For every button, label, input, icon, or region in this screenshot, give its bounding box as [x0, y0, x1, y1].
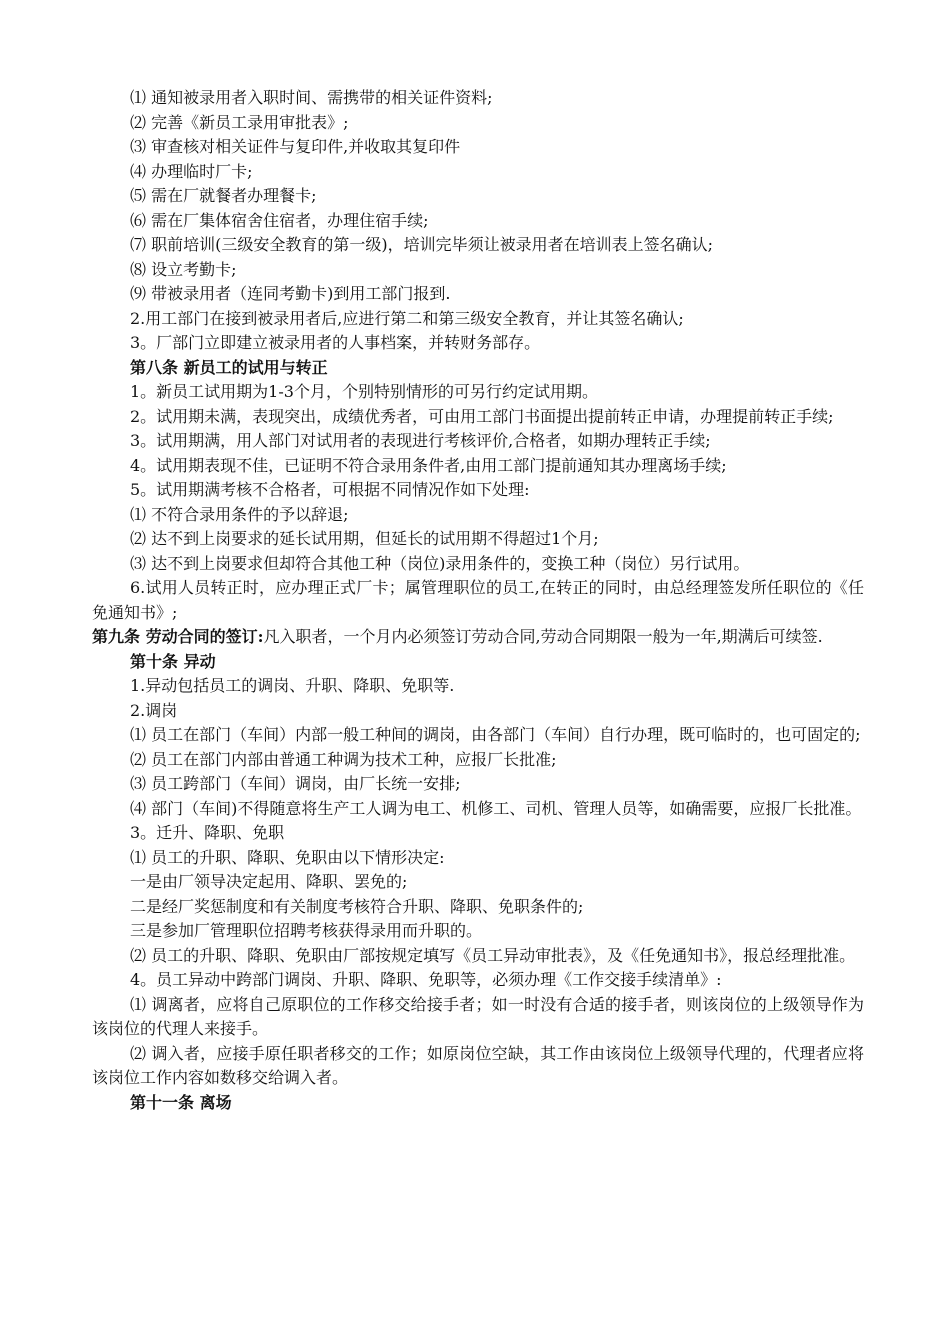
paragraph: ⑴ 调离者，应将自己原职位的工作移交给接手者；如一时没有合适的接手者，则该岗位的上级领导作为该岗位的代理人来接手。 [92, 994, 864, 1038]
paragraph-with-heading [92, 625, 864, 650]
paragraph: ⑼ 带被录用者（连同考勤卡)到用工部门报到. [130, 284, 451, 303]
paragraph: ⑴ 员工在部门（车间）内部一般工种间的调岗，由各部门（车间）自行办理，既可临时的，也可固定的; [130, 725, 861, 744]
paragraph: ⑸ 需在厂就餐者办理餐卡; [130, 186, 317, 205]
paragraph-text: 凡入职者，一个月内必须签订劳动合同,劳动合同期限一般为一年,期满后可续签. [263, 627, 823, 646]
paragraph: ⑶ 员工跨部门（车间）调岗，由厂长统一安排; [130, 774, 461, 793]
paragraph: ⑷ 办理临时厂卡; [130, 161, 253, 181]
paragraph: 5。试用期满考核不合格者，可根据不同情况作如下处理: [130, 480, 530, 499]
paragraph: 3。厂部门立即建立被录用者的人事档案，并转财务部存。 [130, 333, 541, 352]
section-heading: 第八条 新员工的试用与转正 [130, 357, 328, 377]
paragraph: 一是由厂领导决定起用、降职、罢免的; [130, 872, 408, 891]
paragraph: ⑵ 完善《新员工录用审批表》; [130, 112, 349, 132]
paragraph: 4。试用期表现不佳，已证明不符合录用条件者,由用工部门提前通知其办理离场手续; [130, 455, 727, 475]
document-body [92, 86, 864, 1115]
paragraph: ⑴ 通知被录用者入职时间、需携带的相关证件资料; [130, 88, 493, 107]
paragraph: ⑻ 设立考勤卡; [130, 259, 237, 279]
paragraph: 二是经厂奖惩制度和有关制度考核符合升职、降职、免职条件的; [130, 896, 584, 916]
paragraph: 3。试用期满，用人部门对试用者的表现进行考核评价,合格者，如期办理转正手续; [130, 431, 711, 450]
paragraph: ⑴ 不符合录用条件的予以辞退; [130, 504, 349, 524]
paragraph: ⑹ 需在厂集体宿舍住宿者，办理住宿手续; [130, 210, 429, 230]
paragraph: ⑵ 员工的升职、降职、免职由厂部按规定填写《员工异动审批表》，及《任免通知书》，报总经理批准。 [130, 945, 856, 965]
paragraph: 4。员工异动中跨部门调岗、升职、降职、免职等，必须办理《工作交接手续清单》: [130, 970, 722, 989]
paragraph: 1。新员工试用期为1-3个月，个别特别情形的可另行约定试用期。 [130, 382, 598, 401]
paragraph: ⑷ 部门（车间)不得随意将生产工人调为电工、机修工、司机、管理人员等，如确需要，应报厂长批准。 [130, 798, 862, 818]
section-heading: 第十一条 离场 [130, 1092, 232, 1112]
section-heading: 第十条 异动 [130, 651, 216, 671]
paragraph: ⑵ 员工在部门内部由普通工种调为技术工种，应报厂长批准; [130, 749, 557, 769]
paragraph: ⑴ 员工的升职、降职、免职由以下情形决定: [130, 847, 445, 867]
paragraph: ⑵ 调入者，应接手原任职者移交的工作；如原岗位空缺，其工作由该岗位上级领导代理的，代理者应将该岗位工作内容如数移交给调入者。 [92, 1043, 864, 1087]
inline-section-heading: 第九条 劳动合同的签订: [92, 627, 264, 646]
paragraph: ⑶ 达不到上岗要求但却符合其他工种（岗位)录用条件的，变换工种（岗位）另行试用。 [130, 553, 750, 573]
paragraph: 2.用工部门在接到被录用者后,应进行第二和第三级安全教育，并让其签名确认; [130, 308, 684, 328]
paragraph: ⑺ 职前培训(三级安全教育的第一级)，培训完毕须让被录用者在培训表上签名确认; [130, 235, 713, 254]
paragraph: 3。迁升、降职、免职 [130, 823, 285, 842]
paragraph: 2.调岗 [130, 700, 178, 720]
paragraph: 2。试用期未满，表现突出，成绩优秀者，可由用工部门书面提出提前转正申请，办理提前转正手续; [130, 406, 834, 426]
paragraph: ⑶ 审查核对相关证件与复印件,并收取其复印件 [130, 137, 461, 156]
paragraph: 三是参加厂管理职位招聘考核获得录用而升职的。 [130, 921, 483, 940]
paragraph: ⑵ 达不到上岗要求的延长试用期，但延长的试用期不得超过1个月; [130, 529, 599, 548]
paragraph: 6.试用人员转正时，应办理正式厂卡；属管理职位的员工,在转正的同时，由总经理签发所任职位的《任免通知书》; [92, 578, 864, 622]
paragraph: 1.异动包括员工的调岗、升职、降职、免职等. [130, 676, 455, 695]
